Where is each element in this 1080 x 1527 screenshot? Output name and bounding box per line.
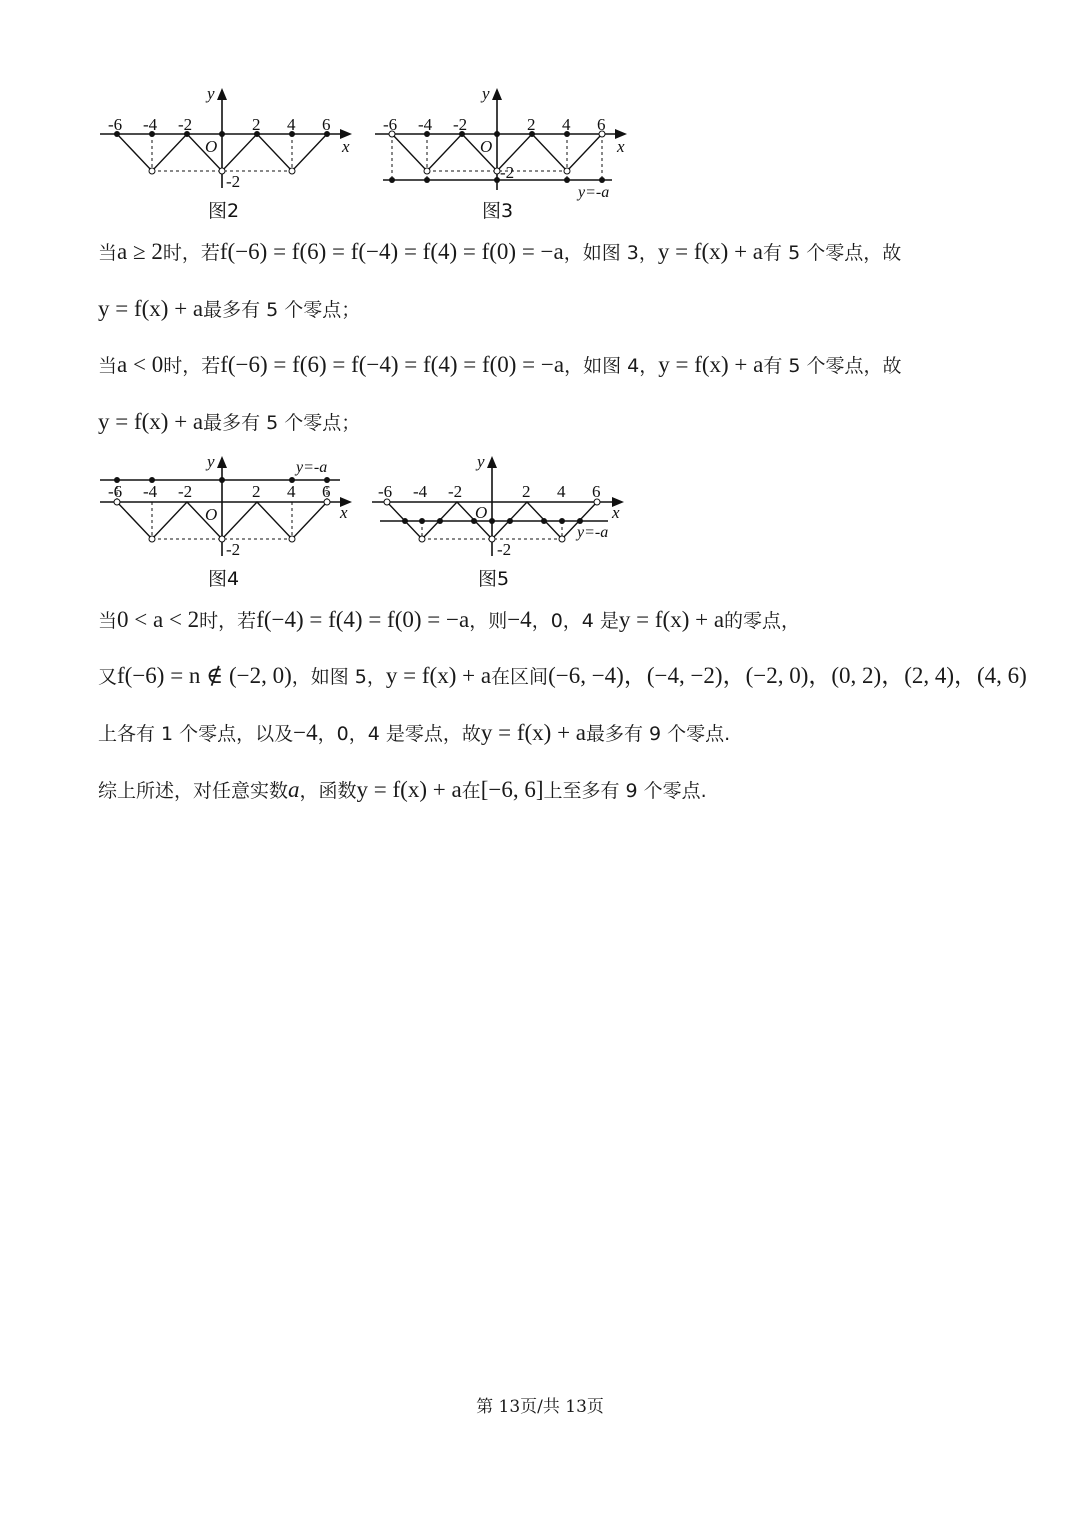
line-label: y=-a — [577, 524, 609, 541]
tick-label: -6 — [108, 115, 123, 134]
x-axis-label: x — [340, 503, 348, 522]
tick-label: -4 — [143, 482, 158, 501]
tick-label: -6 — [108, 482, 123, 501]
figure-3-caption: 图3 — [482, 200, 514, 222]
min-label: -2 — [226, 172, 241, 191]
x-axis-label: x — [617, 137, 625, 156]
paragraph-line: y = f(x) + a最多有 5 个零点； — [98, 296, 361, 321]
tick-label: -2 — [178, 115, 193, 134]
paragraph-line: 当a ≥ 2时，若f(−6) = f(6) = f(−4) = f(4) = f(0) = −a，如图 3，y = f(x) + a有 5 个零点，故 — [98, 239, 902, 264]
paragraph-line: 又f(−6) = n ∉ (−2, 0)，如图 5，y = f(x) + a在区间(−6, −4)，(−4, −2)，(−2, 0)，(0, 2)，(2, 4)，(4, 6) — [98, 663, 1027, 688]
tick-label: 6 — [322, 115, 331, 134]
tick-label: 4 — [562, 115, 571, 134]
tick-label: 4 — [557, 482, 566, 501]
tick-label: 6 — [592, 482, 601, 501]
origin-label: O — [480, 137, 493, 156]
tick-label: -4 — [418, 115, 433, 134]
x-axis-label: x — [342, 137, 350, 156]
page-footer: 第 13页/共 13页 — [476, 1397, 604, 1417]
tick-label: -2 — [178, 482, 193, 501]
origin-label: O — [475, 503, 488, 522]
tick-label: 2 — [252, 482, 261, 501]
min-label: -2 — [226, 540, 241, 559]
tick-label: -2 — [448, 482, 463, 501]
figure-4-caption: 图4 — [208, 568, 240, 590]
tick-label: -6 — [383, 115, 398, 134]
figure-2-caption: 图2 — [208, 200, 240, 222]
tick-label: -2 — [453, 115, 468, 134]
tick-label: 2 — [522, 482, 531, 501]
tick-label: 2 — [252, 115, 261, 134]
line-label: y=-a — [296, 459, 328, 476]
y-axis-label: y — [207, 84, 215, 103]
figure-5 — [0, 0, 640, 600]
y-axis-label: y — [477, 452, 485, 471]
tick-label: 6 — [597, 115, 606, 134]
min-label: -2 — [497, 540, 512, 559]
paragraph-line: 综上所述，对任意实数a，函数y = f(x) + a在[−6, 6]上至多有 9 个零点. — [98, 777, 707, 802]
y-axis-label: y — [207, 452, 215, 471]
origin-label: O — [205, 505, 218, 524]
tick-label: 4 — [287, 115, 296, 134]
figure-5-caption: 图5 — [478, 568, 510, 590]
x-axis-label: x — [612, 503, 620, 522]
paragraph-line: 上各有 1 个零点，以及−4，0，4 是零点，故y = f(x) + a最多有 9 个零点. — [98, 720, 731, 745]
tick-label: 2 — [527, 115, 536, 134]
paragraph-line: 当a < 0时，若f(−6) = f(6) = f(−4) = f(4) = f(0) = −a，如图 4，y = f(x) + a有 5 个零点，故 — [98, 352, 902, 377]
line-label: y=-a — [578, 184, 610, 201]
min-label: -2 — [500, 163, 515, 182]
origin-label: O — [205, 137, 218, 156]
paragraph-line: y = f(x) + a最多有 5 个零点； — [98, 409, 361, 434]
tick-label: -4 — [143, 115, 158, 134]
paragraph-line: 当0 < a < 2时，若f(−4) = f(4) = f(0) = −a，则−4，0，4 是y = f(x) + a的零点， — [98, 607, 801, 632]
tick-label: 4 — [287, 482, 296, 501]
tick-label: -4 — [413, 482, 428, 501]
tick-label: -6 — [378, 482, 393, 501]
tick-label: 6 — [322, 482, 331, 501]
y-axis-label: y — [482, 84, 490, 103]
